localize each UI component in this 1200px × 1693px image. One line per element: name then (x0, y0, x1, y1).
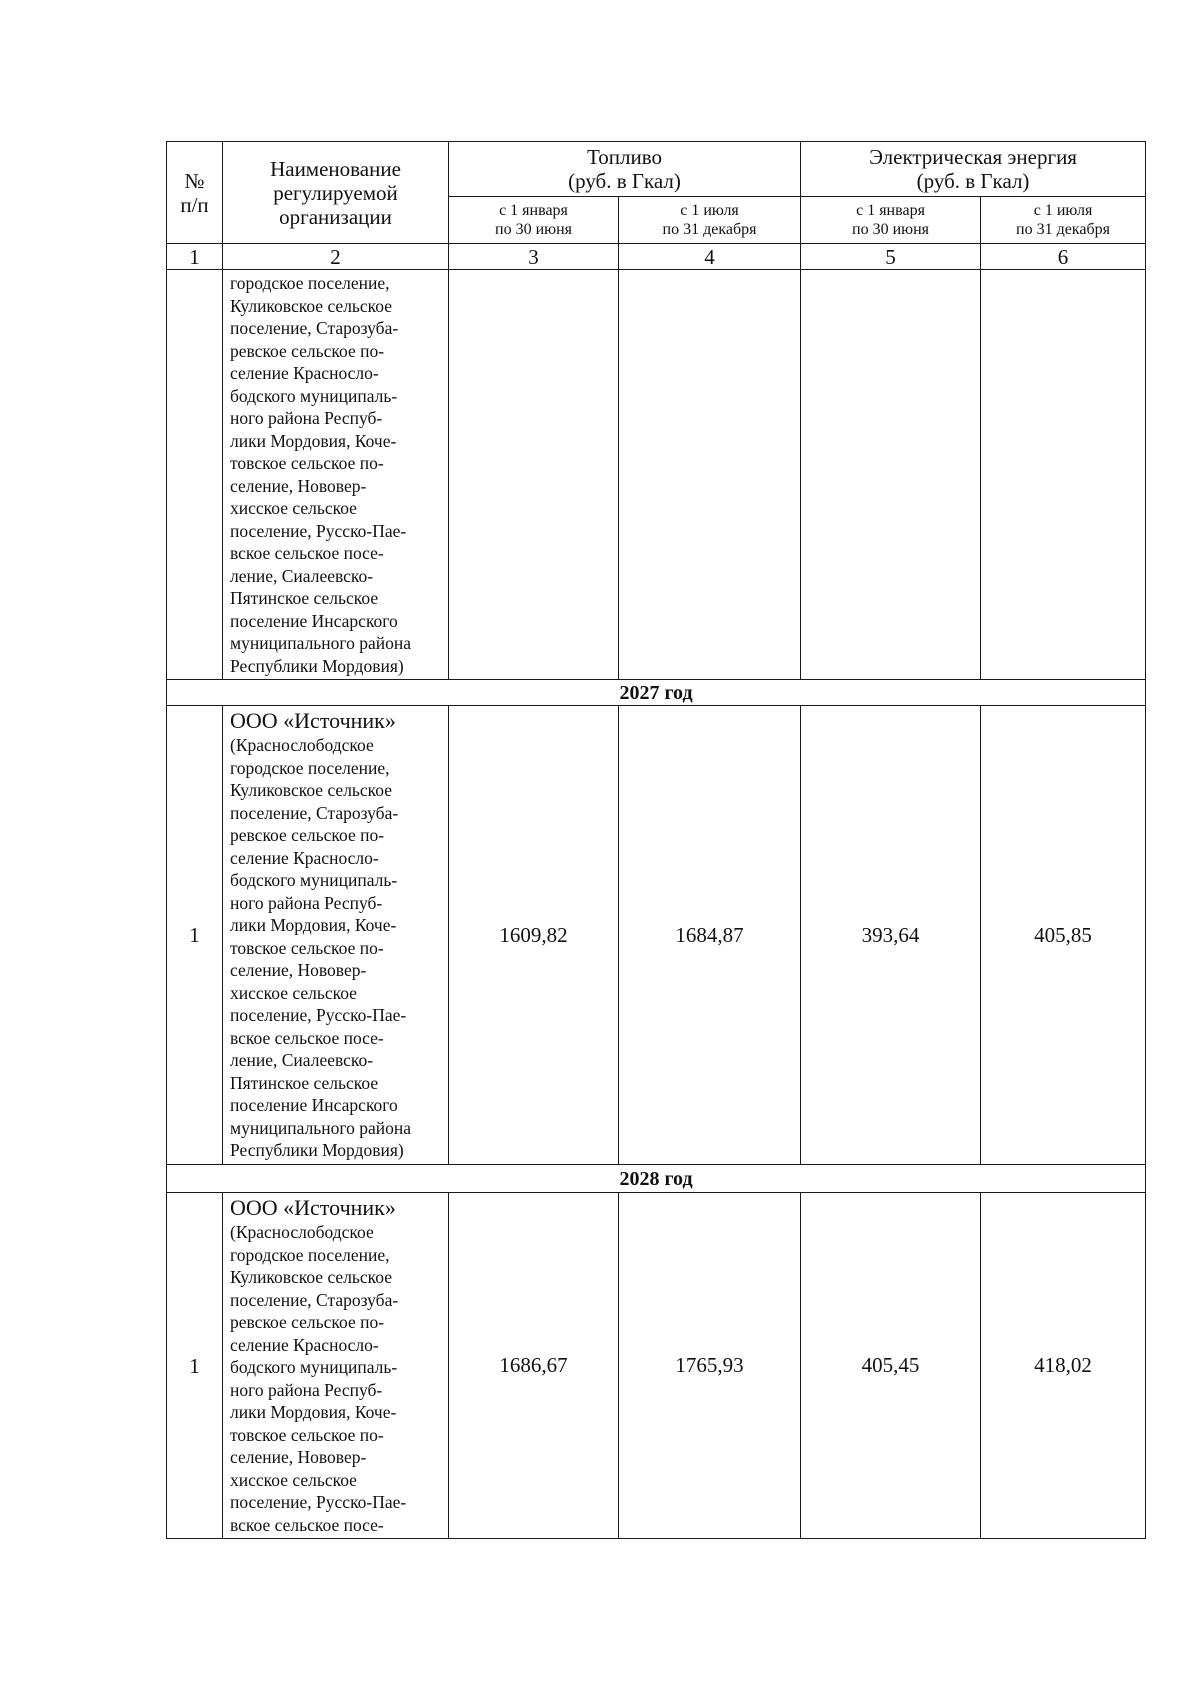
header-electricity: Электрическая энергия (руб. в Гкал) (801, 142, 1146, 197)
cell-elec-h1: 393,64 (801, 706, 981, 1165)
organization-name: ООО «Источник» (230, 1195, 396, 1220)
continuation-row (167, 270, 1146, 680)
cell-number (167, 270, 223, 680)
cell-fuel-h1 (449, 270, 619, 680)
organization-continued-text: городское поселение, Куликовское сельское поселение, Старозуба- ревское сельское по- селение Красносло- бодского муниципаль- ного района Респуб- лики Мордовия, Коче- товское сельское по- селение, Нововер- хисское сельское поселение, Русско-Пае- вское сельское посе- ление, Сиалеевско- Пятинское сельское поселение Инсарского муниципального района Республики Мордовия) (230, 273, 412, 676)
tariff-table (166, 141, 1146, 1539)
column-index: 2 (223, 244, 449, 270)
header-number: № п/п (167, 142, 223, 244)
header-period-fuel-h2: с 1 июля по 31 декабря (619, 197, 801, 244)
header-period-elec-h2: с 1 июля по 31 декабря (981, 197, 1146, 244)
cell-fuel-h2: 1765,93 (619, 1193, 801, 1539)
column-index: 1 (167, 244, 223, 270)
year-heading: 2027 год (167, 680, 1146, 706)
column-index: 3 (449, 244, 619, 270)
column-index: 5 (801, 244, 981, 270)
cell-elec-h2 (981, 270, 1146, 680)
cell-elec-h2: 405,85 (981, 706, 1146, 1165)
header-period-fuel-h1: с 1 января по 30 июня (449, 197, 619, 244)
cell-organization (223, 706, 449, 1165)
organization-name: ООО «Источник» (230, 708, 396, 733)
cell-fuel-h2: 1684,87 (619, 706, 801, 1165)
cell-organization (223, 1193, 449, 1539)
cell-elec-h2: 418,02 (981, 1193, 1146, 1539)
cell-elec-h1: 405,45 (801, 1193, 981, 1539)
year-heading: 2028 год (167, 1165, 1146, 1193)
header-period-elec-h1: с 1 января по 30 июня (801, 197, 981, 244)
column-index: 4 (619, 244, 801, 270)
table-row (167, 706, 1146, 1165)
cell-fuel-h1: 1686,67 (449, 1193, 619, 1539)
header-fuel: Топливо (руб. в Гкал) (449, 142, 801, 197)
cell-fuel-h1: 1609,82 (449, 706, 619, 1165)
organization-description: (Краснослободское городское поселение, Куликовское сельское поселение, Старозуба- ревское сельское по- селение Краснослo- бодского муниципаль- ного района Респуб- лики Мордовия, Коче- товское сельское по- селение, Нововер- хисское сельское поселение, Русско-Пае- вское сельское посе- ление, Сиалеевско- Пятинское сельское поселение Инсарского муниципального района Республики Мордовия) (230, 735, 412, 1160)
cell-number: 1 (167, 1193, 223, 1539)
cell-elec-h1 (801, 270, 981, 680)
table-row (167, 1193, 1146, 1539)
organization-description: (Краснослободское городское поселение, Куликовское сельское поселение, Старозуба- ревское сельское по- селение Краснослo- бодского муниципаль- ного района Респуб- лики Мордовия, Коче- товское сельское по- селение, Нововер- хисское сельское поселение, Русско-Пае- вское сельское посе- (230, 1222, 407, 1535)
cell-number: 1 (167, 706, 223, 1165)
cell-organization (223, 270, 449, 680)
header-organization: Наименование регулируемой организации (223, 142, 449, 244)
cell-fuel-h2 (619, 270, 801, 680)
column-index: 6 (981, 244, 1146, 270)
